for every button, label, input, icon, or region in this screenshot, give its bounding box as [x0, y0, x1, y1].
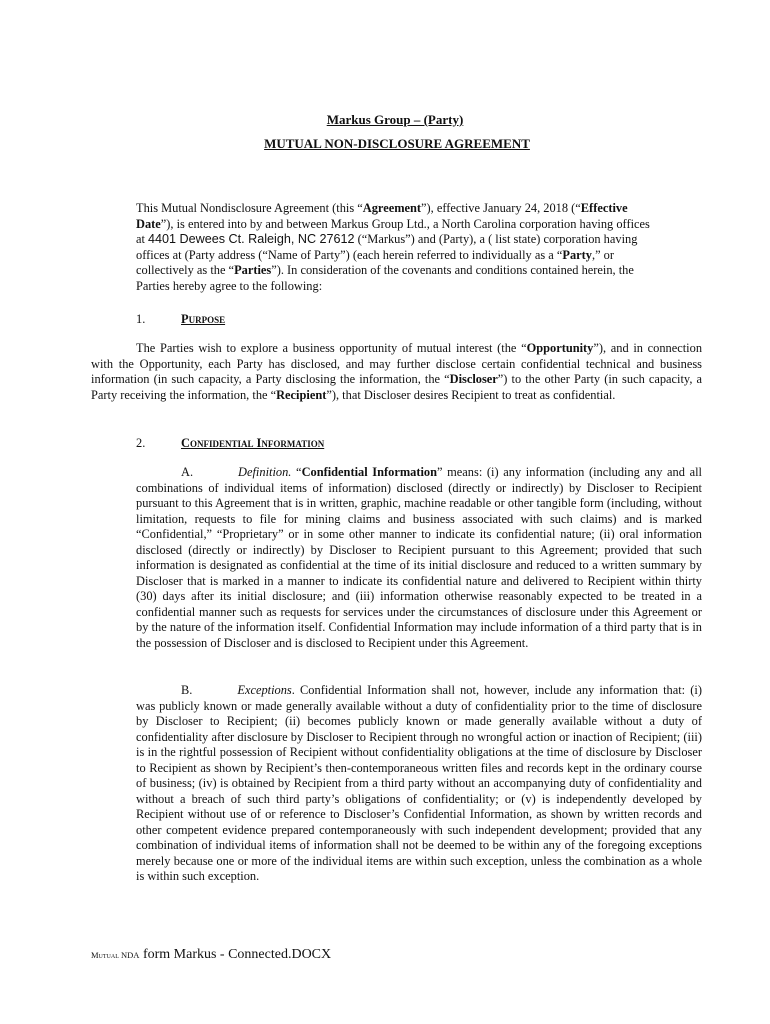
- term-opportunity: Opportunity: [526, 341, 594, 355]
- page-footer: [91, 947, 331, 963]
- intro-first-line: This Mutual Nondisclosure Agreement (this “Agreement”), effective January 24, 2018 (“Effective Date”), is entered into by and between Markus Group Ltd., a North Carolina corporation having offices at 4401 Dewees Ct. Raleigh, NC 27612 (“Markus”) and (Party), a ( list state) corporation having offices at (Party address (“Name of Party”) (each herein referred to individually as a “Party,” or collectively as the “Parties”). In consideration of the covenants and conditions contained herein, the Parties hereby agree to the following:: [136, 201, 650, 293]
- section-number: 2.: [136, 436, 146, 450]
- section-title: Confidential Information: [181, 436, 325, 450]
- footer-prefix: Mutual NDA: [91, 950, 140, 960]
- subsection-title: Exceptions: [237, 683, 292, 697]
- document-title: MUTUAL NON-DISCLOSURE AGREEMENT: [264, 136, 530, 151]
- purpose-paragraph: The Parties wish to explore a business opportunity of mutual interest (the “Opportunity”), and in connection with the Opportunity, each Party has disclosed, and may further disclose certain confidential technical and business information (in such capacity, a Party disclosing the information, the “Discloser”) to the other Party (in such capacity, a Party receiving the information, the “Recipient”), that Discloser desires Recipient to treat as confidential.: [91, 341, 703, 402]
- section-2-heading: [136, 436, 324, 451]
- intro-paragraph: [91, 201, 661, 294]
- definition-paragraph: A. Definition. “Confidential Information” means: (i) any information (including any and all combinations of individual items of information) disclosed (directly or indirectly) by Discloser to Recipient pursuant to this Agreement that is in written, graphic, machine readable or other tangible form (including, without limitation, requests to file for mining claims and business associated with such claims) and is marked “Confidential,” “Proprietary” or in some other manner to indicate its confidential nature; (ii) oral information disclosed (directly or indirectly) by Discloser to Recipient pursuant to this Agreement; provided that such information is designated as confidential at the time of its initial disclosure and reduced to a written summary by Discloser that is marked in a manner to indicate its confidential nature and delivered to Recipient within thirty (30) days after its initial disclosure; and (iii) information otherwise reasonably expected to be treated in a confidential manner such as requests for services under the circumstances of disclosure under this Agreement or by the nature of the information itself. Confidential Information may include information of a third party that is in the possession of Discloser and is disclosed to Recipient under this Agreement.: [136, 465, 702, 650]
- term-agreement: Agreement: [362, 201, 422, 215]
- section-number: 1.: [136, 312, 146, 326]
- term-recipient: Recipient: [276, 387, 327, 402]
- footer-filename: form Markus - Connected.DOCX: [142, 947, 332, 962]
- exceptions-paragraph: B. Exceptions. Confidential Information shall not, however, include any information that: (i) was publicly known or made generally available without a duty of confidentiality prior to the time of disclosure by Discloser to Recipient; (ii) becomes publicly known or made generally available without a duty of confidentiality after disclosure by Discloser to Recipient through no wrongful action or inaction of Recipient; (iii) is in the rightful possession of Recipient without confidentiality obligations at the time of disclosure by Discloser to Recipient as shown by Recipient’s then-contemporaneous written files and records kept in the ordinary course of business; (iv) is obtained by Recipient from a third party without an accompanying duty of confidentiality and without a breach of such third party’s obligations of confidentiality; or (v) is independently developed by Recipient without use of or reference to Discloser’s Confidential Information, as shown by written records and other competent evidence prepared contemporaneously with such independent development; provided that any combination of individual items of information shall not be deemed to be within any of the foregoing exceptions merely because one or more of the individual items are within such exception, unless the combination as a whole is within such exception.: [136, 683, 702, 883]
- subsection-title: Definition.: [238, 465, 292, 479]
- document-title-parties: Markus Group – (Party): [326, 112, 464, 127]
- section-1-heading: [136, 312, 225, 327]
- subsection-letter: A.: [181, 465, 194, 479]
- subsection-letter: B.: [181, 683, 193, 697]
- address-text: 4401 Dewees Ct. Raleigh, NC 27612: [148, 232, 355, 246]
- term-party: Party: [562, 247, 592, 262]
- term-discloser: Discloser: [449, 372, 498, 386]
- term-effective-date: Effective Date: [136, 201, 628, 231]
- section-title: Purpose: [181, 312, 226, 326]
- term-parties: Parties: [234, 263, 272, 277]
- term-confidential-information: Confidential Information: [301, 465, 438, 479]
